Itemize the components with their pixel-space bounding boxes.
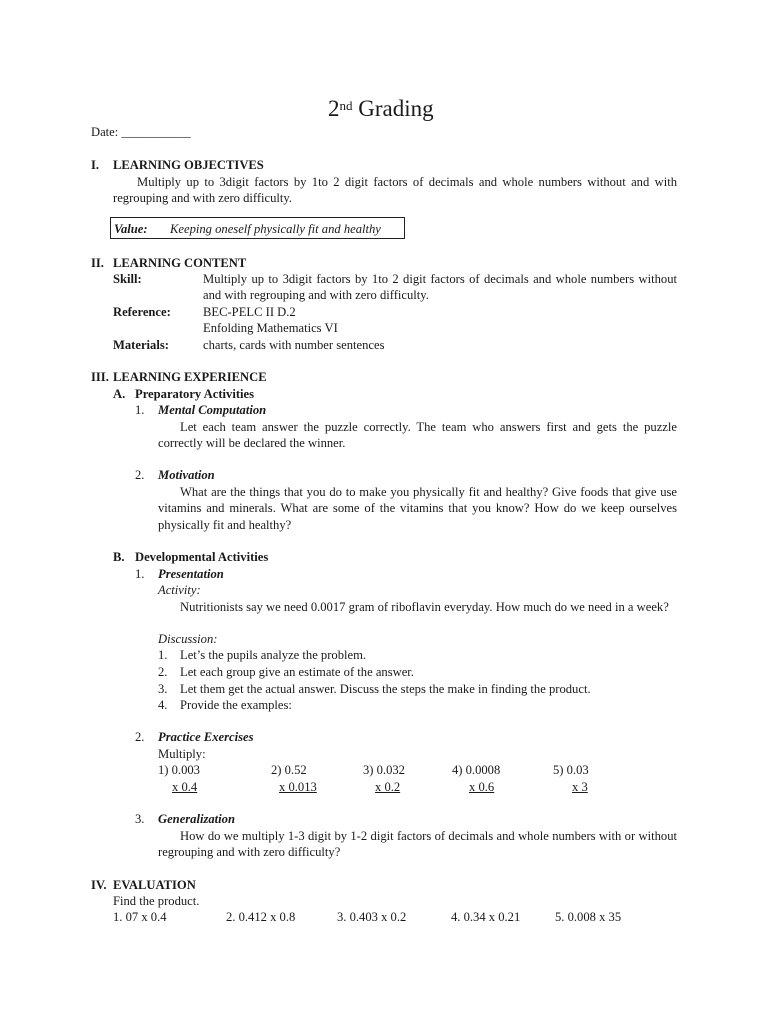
exercise-top: 4) 0.0008 [452, 763, 501, 777]
exercise-top: 2) 0.52 [271, 763, 307, 777]
discussion-step: Let’s the pupils analyze the problem. [180, 648, 367, 662]
item-title-mental-computation: Mental Computation [158, 403, 267, 417]
activity-label: Activity: [158, 583, 201, 597]
evaluation-item: 4. 0.34 x 0.21 [451, 910, 521, 924]
discussion-step: Provide the examples: [180, 698, 292, 712]
section-heading-experience: LEARNING EXPERIENCE [113, 370, 267, 384]
item-number: 1. [135, 567, 145, 581]
discussion-step-number: 1. [158, 648, 168, 662]
discussion-step: Let them get the actual answer. Discuss the steps the make in finding the product. [180, 682, 591, 696]
value-box [110, 217, 405, 239]
item-number: 1. [135, 403, 145, 417]
discussion-step-number: 4. [158, 698, 168, 712]
item-title-motivation: Motivation [158, 468, 215, 482]
discussion-step-number: 3. [158, 682, 168, 696]
mental-computation-text: Let each team answer the puzzle correctly. The team who answers first and gets the puzzle correctly will be declared the winner. [158, 420, 677, 451]
skill-text: Multiply up to 3digit factors by 1to 2 digit factors of decimals and whole numbers without and with regrouping and with zero difficulty. [203, 272, 677, 303]
evaluation-item: 5. 0.008 x 35 [555, 910, 622, 924]
item-title-presentation: Presentation [158, 567, 224, 581]
skill-label: Skill: [113, 272, 142, 286]
discussion-label: Discussion: [158, 632, 218, 646]
activity-text: Nutritionists say we need 0.0017 gram of riboflavin everyday. How much do we need in a week? [180, 600, 669, 614]
subsection-title-preparatory: Preparatory Activities [135, 387, 255, 401]
reference-label: Reference: [113, 305, 171, 319]
subsection-title-developmental: Developmental Activities [135, 550, 269, 564]
exercise-bottom: x 3 [572, 780, 588, 794]
multiply-label: Multiply: [158, 747, 206, 761]
generalization-text: How do we multiply 1-3 digit by 1-2 digit factors of decimals and whole numbers with or without regrouping and with zero difficulty? [158, 829, 677, 860]
evaluation-item: 3. 0.403 x 0.2 [337, 910, 407, 924]
materials-label: Materials: [113, 338, 169, 352]
section-number-objectives: I. [91, 158, 100, 172]
evaluation-instruction: Find the product. [113, 894, 200, 908]
motivation-text: What are the things that you do to make you physically fit and healthy? Give foods that give use vitamins and minerals. What are some of the vitamins that you know? How do we keep ourselves physically fit and healthy? [158, 485, 677, 532]
exercise-bottom: x 0.4 [172, 780, 198, 794]
section-heading-objectives: LEARNING OBJECTIVES [113, 158, 264, 172]
exercise-top: 1) 0.003 [158, 763, 200, 777]
evaluation-item: 1. 07 x 0.4 [113, 910, 167, 924]
evaluation-item: 2. 0.412 x 0.8 [226, 910, 296, 924]
exercise-bottom: x 0.013 [279, 780, 317, 794]
value-text: Keeping oneself physically fit and healthy [170, 222, 381, 236]
exercise-bottom: x 0.6 [469, 780, 495, 794]
value-label: Value: [114, 222, 148, 236]
subsection-letter-b: B. [113, 550, 125, 564]
item-number: 2. [135, 730, 145, 744]
exercise-top: 3) 0.032 [363, 763, 405, 777]
objectives-text: Multiply up to 3digit factors by 1to 2 digit factors of decimals and whole numbers without and with regrouping and with zero difficulty. [113, 175, 677, 206]
reference-line-2: Enfolding Mathematics VI [203, 321, 338, 335]
item-title-practice-exercises: Practice Exercises [158, 730, 254, 744]
item-title-generalization: Generalization [158, 812, 235, 826]
discussion-step: Let each group give an estimate of the answer. [180, 665, 414, 679]
section-number-content: II. [91, 256, 104, 270]
date-line: Date: ___________ [91, 125, 191, 139]
item-number: 3. [135, 812, 145, 826]
section-heading-evaluation: EVALUATION [113, 878, 196, 892]
materials-text: charts, cards with number sentences [203, 338, 385, 352]
section-number-experience: III. [91, 370, 109, 384]
exercise-top: 5) 0.03 [553, 763, 589, 777]
exercise-bottom: x 0.2 [375, 780, 401, 794]
reference-line-1: BEC-PELC II D.2 [203, 305, 296, 319]
page-title: 2nd Grading [328, 96, 434, 121]
section-heading-content: LEARNING CONTENT [113, 256, 247, 270]
item-number: 2. [135, 468, 145, 482]
section-number-evaluation: IV. [91, 878, 107, 892]
discussion-step-number: 2. [158, 665, 168, 679]
subsection-letter-a: A. [113, 387, 126, 401]
